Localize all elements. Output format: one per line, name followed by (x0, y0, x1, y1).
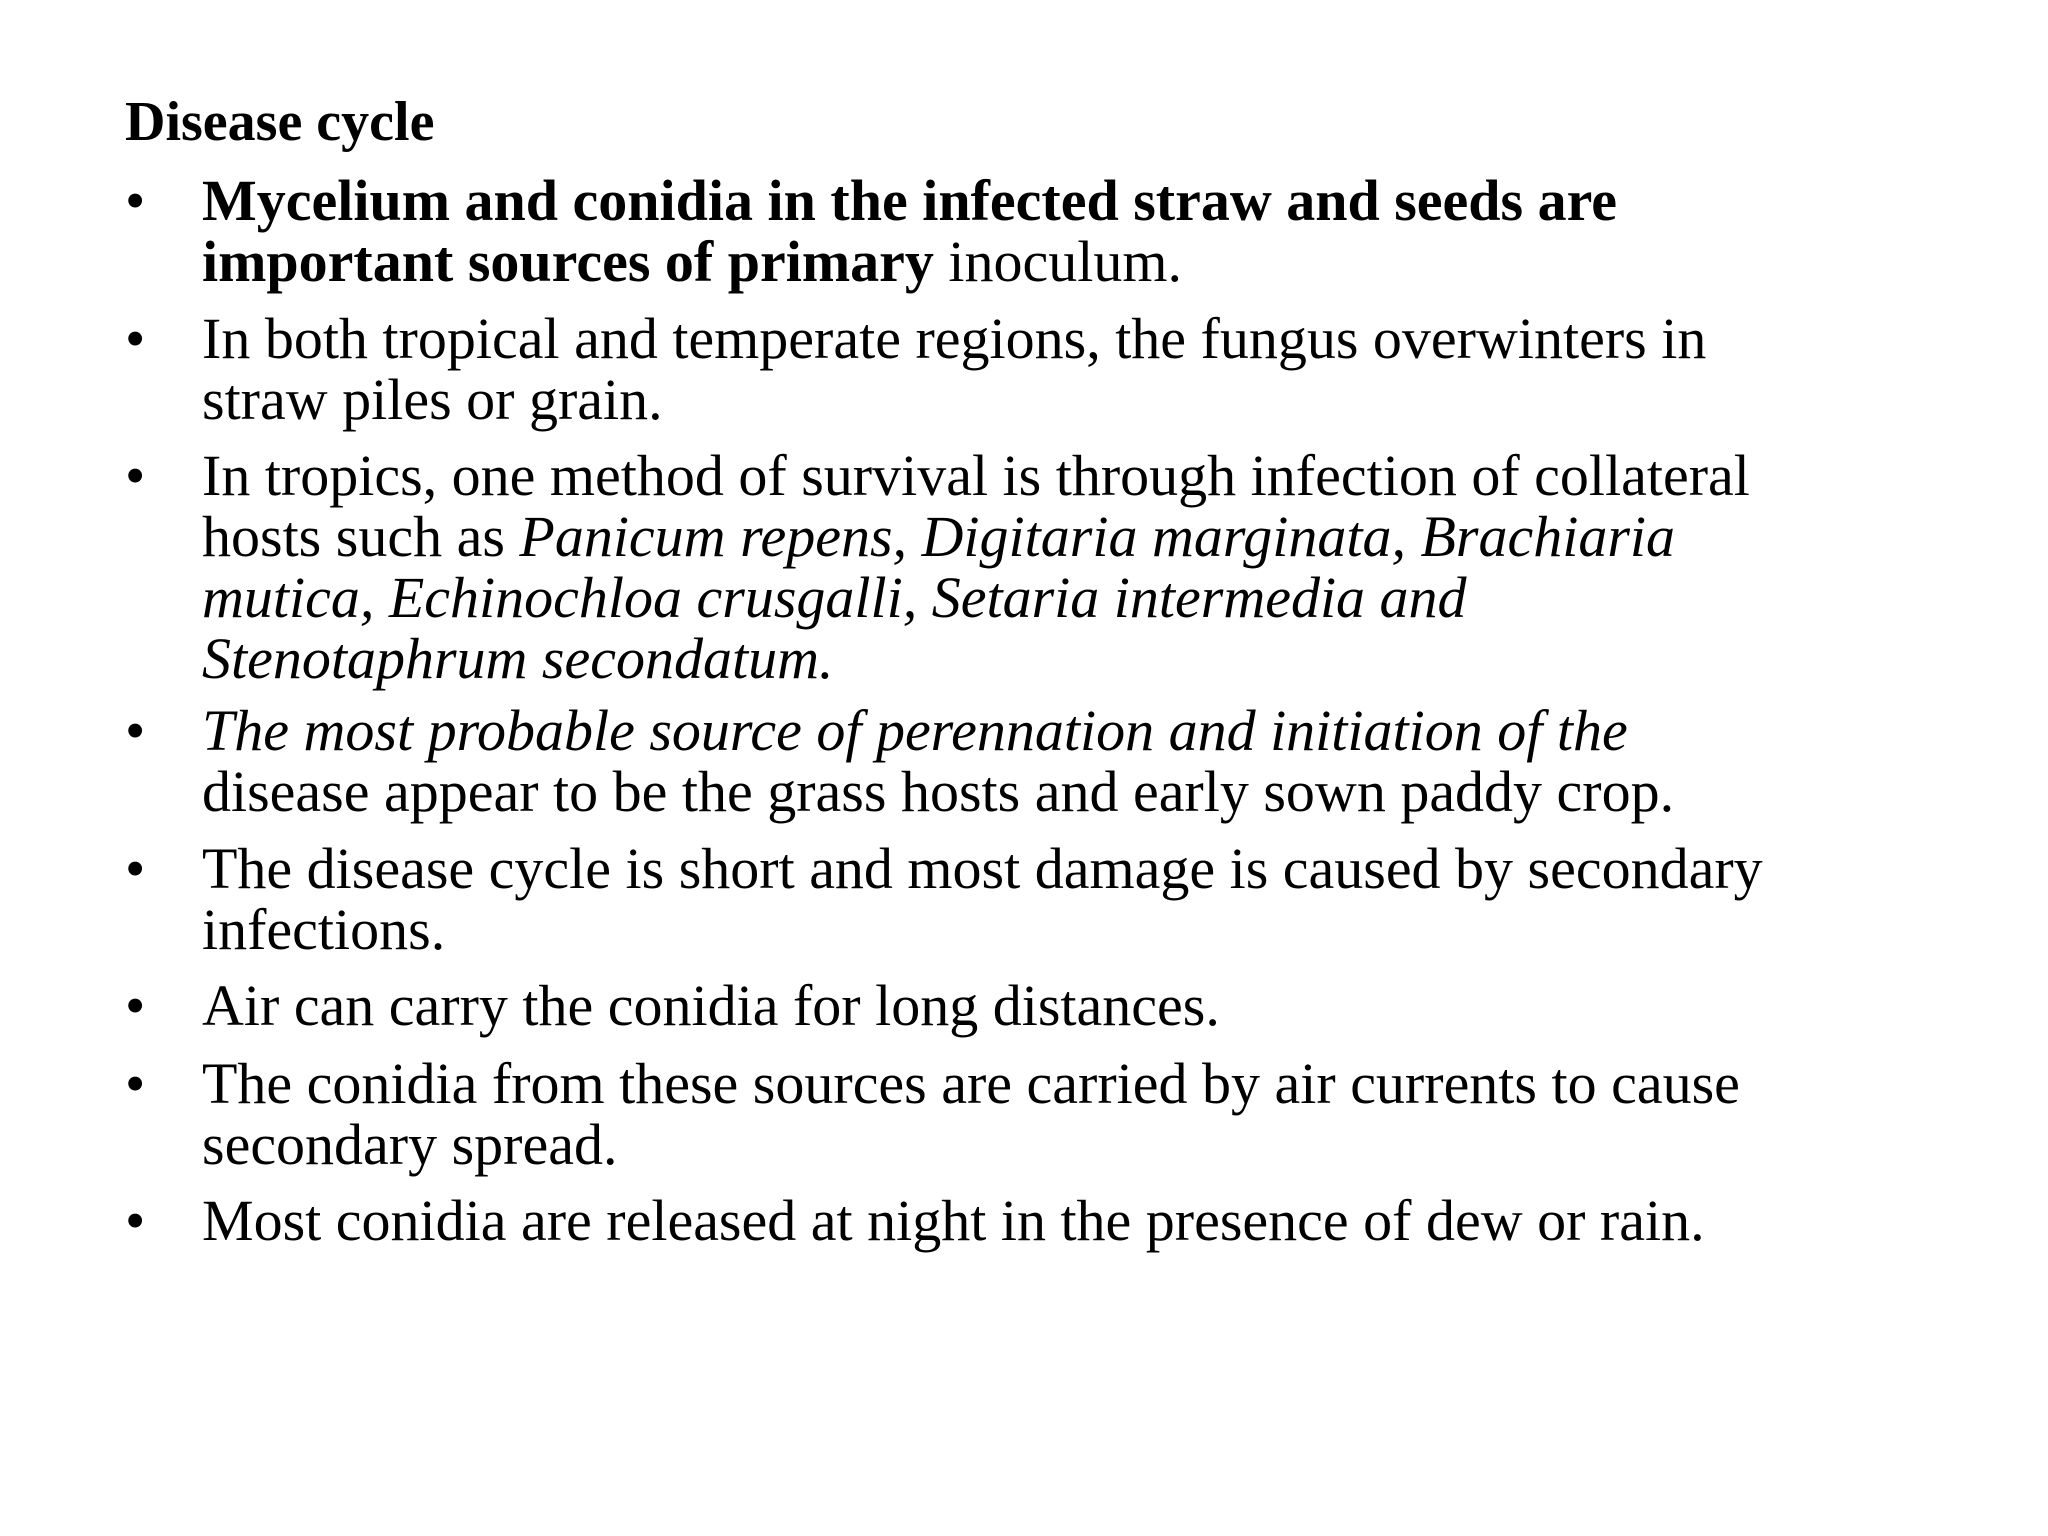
text-run: In tropics, one method of survival is through infection of collateral (202, 443, 1750, 508)
text-run: Panicum repens, Digitaria marginata, Brachiaria (519, 504, 1676, 569)
list-item (125, 1190, 1985, 1251)
bullet-dot: • (125, 1051, 146, 1116)
bullet-line (202, 231, 2002, 292)
bullet-dot: • (125, 698, 146, 763)
bullet-text (202, 1053, 2002, 1175)
bullet-text (202, 975, 2002, 1036)
text-run: Most conidia are released at night in the presence of dew or rain. (202, 1188, 1705, 1253)
bullet-dot: • (125, 836, 146, 901)
text-run: The conidia from these sources are carried by air currents to cause (202, 1051, 1740, 1116)
bullet-dot: • (125, 443, 146, 508)
list-item (125, 700, 1985, 822)
text-run: mutica, Echinochloa crusgalli, Setaria intermedia and (202, 565, 1467, 630)
bullet-text (202, 308, 2002, 430)
bullet-text (202, 838, 2002, 960)
text-run: In both tropical and temperate regions, the fungus overwinters in (202, 306, 1707, 371)
bullet-dot: • (125, 973, 146, 1038)
bullet-text (202, 445, 2002, 689)
bullet-line (202, 761, 2002, 822)
bullet-line (202, 628, 2002, 689)
bullet-line (202, 567, 2002, 628)
slide-heading: Disease cycle (125, 91, 435, 153)
bullet-text (202, 170, 2002, 292)
text-run: The most probable source of perennation and initiation of the (202, 698, 1628, 763)
bullet-line (202, 369, 2002, 430)
text-run: disease appear to be the grass hosts and early sown paddy crop. (202, 759, 1675, 824)
text-run: straw piles or grain. (202, 367, 663, 432)
text-run: important sources of primary (202, 229, 934, 294)
bullet-line (202, 700, 2002, 761)
text-run: infections. (202, 897, 446, 962)
bullet-line (202, 170, 2002, 231)
list-item (125, 170, 1985, 292)
bullet-line (202, 1114, 2002, 1175)
list-item (125, 975, 1985, 1036)
bullet-dot: • (125, 306, 146, 371)
text-run: Stenotaphrum secondatum. (202, 626, 834, 691)
bullet-line (202, 1190, 2002, 1251)
text-run: Mycelium and conidia in the infected straw and seeds are (202, 168, 1618, 233)
bullet-line (202, 899, 2002, 960)
bullet-line (202, 308, 2002, 369)
text-run: hosts such as (202, 504, 520, 569)
list-item (125, 308, 1985, 430)
bullet-text (202, 700, 2002, 822)
bullet-line (202, 838, 2002, 899)
text-run: inoculum. (933, 229, 1182, 294)
bullet-line (202, 1053, 2002, 1114)
bullet-line (202, 506, 2002, 567)
list-item (125, 1053, 1985, 1175)
bullet-text (202, 1190, 2002, 1251)
bullet-dot: • (125, 168, 146, 233)
text-run: secondary spread. (202, 1112, 618, 1177)
bullet-line (202, 975, 2002, 1036)
bullet-dot: • (125, 1188, 146, 1253)
text-run: The disease cycle is short and most damage is caused by secondary (202, 836, 1763, 901)
text-run: Air can carry the conidia for long distances. (202, 973, 1220, 1038)
bullet-line (202, 445, 2002, 506)
list-item (125, 838, 1985, 960)
list-item (125, 445, 1985, 689)
